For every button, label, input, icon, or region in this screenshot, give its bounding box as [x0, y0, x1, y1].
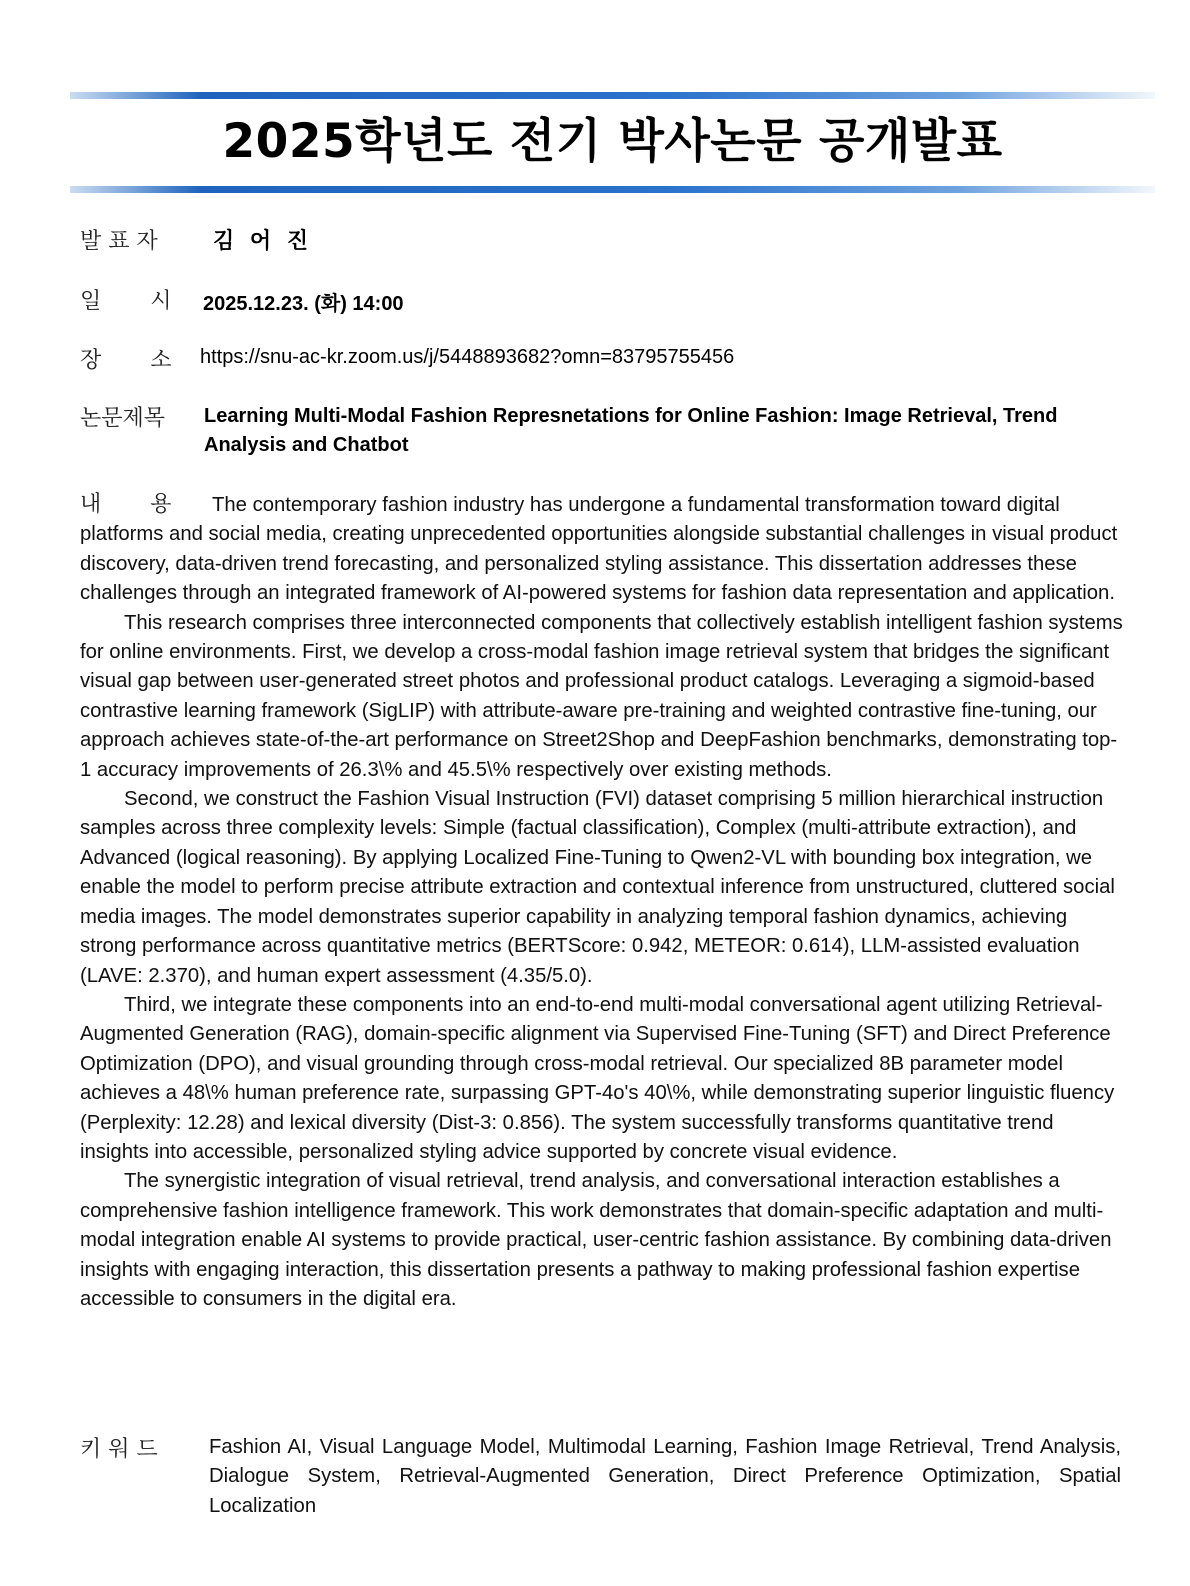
keywords-value: Fashion AI, Visual Language Model, Multimodal Learning, Fashion Image Retrieval, Trend Analysis, Dialogue System, Retrieval-Augmented Generation, Direct Preference Optimization, Spatial Localization — [209, 1436, 1121, 1517]
datetime-row — [80, 282, 1140, 314]
abstract-paragraph-2: This research comprises three interconnected components that collectively establish intelligent fashion systems for online environments. First, we develop a cross-modal fashion image retrieval system that bridges the significant visual gap between user-generated street photos and professional product catalogs. Leveraging a sigmoid-based contrastive learning framework (SigLIP) with attribute-aware pre-training and weighted contrastive fine-tuning, our approach achieves state-of-the-art performance on Street2Shop and DeepFashion benchmarks, demonstrating top-1 accuracy improvements of 26.3\% and 45.5\% respectively over existing methods. — [80, 611, 1123, 781]
place-label: 장 소 — [80, 348, 172, 373]
abstract-paragraph-3: Second, we construct the Fashion Visual Instruction (FVI) dataset comprising 5 million hierarchical instruction samples across three complexity levels: Simple (factual classification), Complex (multi-attribute extraction), and Advanced (logical reasoning). By applying Localized Fine-Tuning to Qwen2-VL with bounding box integration, we enable the model to perform precise attribute extraction and contextual inference from unstructured, cluttered social media images. The model demonstrates superior capability in analyzing temporal fashion dynamics, achieving strong performance across quantitative metrics (BERTScore: 0.942, METEOR: 0.614), LLM-assisted evaluation (LAVE: 2.370), and human expert assessment (4.35/5.0). — [80, 788, 1115, 987]
datetime-value: 2025.12.23. (화) 14:00 — [203, 293, 404, 315]
header-bottom-rule — [70, 186, 1155, 193]
thesis-title-label: 논문제목 — [80, 406, 166, 431]
content-label: 내 용 — [80, 492, 172, 517]
abstract-paragraph-5: The synergistic integration of visual retrieval, trend analysis, and conversational interaction establishes a comprehensive fashion intelligence framework. This work demonstrates that domain-specific adaptation and multi-modal integration enable AI systems to provide practical, user-centric fashion assistance. By combining data-driven insights with engaging interaction, this dissertation presents a pathway to making professional fashion expertise accessible to consumers in the digital era. — [80, 1170, 1112, 1310]
presenter-row — [80, 222, 1140, 254]
abstract-body — [80, 490, 1125, 1314]
place-row — [80, 341, 1140, 373]
abstract-paragraph-4: Third, we integrate these components into an end-to-end multi-modal conversational agent utilizing Retrieval-Augmented Generation (RAG), domain-specific alignment via Supervised Fine-Tuning (SFT) and Direct Preference Optimization (DPO), and visual grounding through cross-modal retrieval. Our specialized 8B parameter model achieves a 48\% human preference rate, surpassing GPT-4o's 40\%, while demonstrating superior linguistic fluency (Perplexity: 12.28) and lexical diversity (Dist-3: 0.856). The system successfully transforms quantitative trend insights into accessible, personalized styling advice supported by concrete visual evidence. — [80, 993, 1115, 1163]
datetime-label: 일 시 — [80, 289, 172, 314]
presenter-name: 김 어 진 — [213, 229, 313, 254]
zoom-link[interactable]: https://snu-ac-kr.zoom.us/j/5448893682?omn=83795755456 — [200, 346, 735, 368]
page-title: 2025학년도 전기 박사논문 공개발표 — [222, 114, 1003, 169]
presenter-label: 발 표 자 — [80, 229, 158, 254]
abstract-paragraph-1 — [80, 490, 1125, 609]
abstract-paragraph-1-text: The contemporary fashion industry has undergone a fundamental transformation toward digital platforms and social media, creating unprecedented opportunities alongside substantial challenges in visual product discovery, data-driven trend forecasting, and personalized styling assistance. This dissertation addresses these challenges through an integrated framework of AI-powered systems for fashion data representation and application. — [80, 494, 1118, 605]
thesis-title-value: Learning Multi-Modal Fashion Represnetations for Online Fashion: Image Retrieval, Trend Analysis and Chatbot — [204, 405, 1058, 456]
keywords-label: 키 워 드 — [80, 1437, 158, 1462]
header-top-rule — [70, 92, 1155, 99]
thesis-title-row — [80, 401, 1140, 463]
